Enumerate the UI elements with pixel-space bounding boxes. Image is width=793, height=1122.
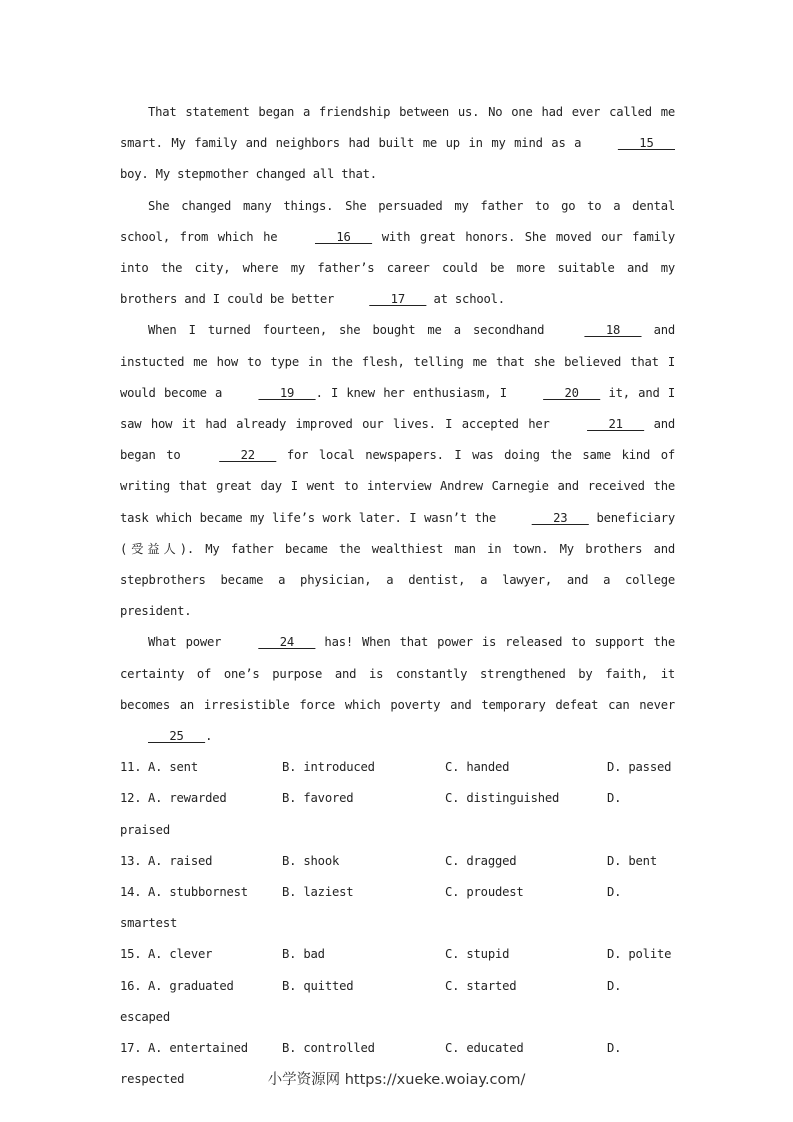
question-row — [120, 752, 675, 783]
question-row — [120, 939, 675, 970]
option-c: C. started — [445, 978, 517, 993]
passage-text: and instucted me how to type in the flesh, telling me that she believed that I would become a — [120, 323, 675, 400]
question-list — [120, 752, 675, 1095]
option-b: B. shook — [282, 853, 340, 868]
passage-text: When I turned fourteen, she bought me a secondhand — [148, 323, 557, 338]
passage-text: That statement began a friendship between us. No one had ever called me smart. My family and neighbors had built me up in my mind as a — [120, 105, 675, 151]
option-c: C. proudest — [445, 885, 524, 900]
option-b: B. favored — [282, 791, 354, 806]
passage-paragraph-3 — [120, 315, 675, 627]
option-d-text: smartest — [120, 916, 178, 931]
question-number: 13. — [120, 853, 142, 868]
passage-text: What power — [148, 635, 231, 650]
question-number: 16. — [120, 978, 142, 993]
question-row — [120, 846, 675, 877]
option-c: C. dragged — [445, 853, 517, 868]
blank-20: 20 — [543, 385, 601, 400]
option-a: A. stubbornest — [148, 885, 248, 900]
option-b: B. bad — [282, 947, 325, 962]
blank-24: 24 — [258, 635, 316, 650]
option-a: A. raised — [148, 853, 213, 868]
option-d: D. — [607, 978, 622, 993]
option-a: A. entertained — [148, 1041, 248, 1056]
passage-paragraph-2 — [120, 191, 675, 316]
blank-23: 23 — [531, 510, 589, 525]
document-body — [120, 97, 675, 1096]
footer-watermark: 小学资源网 https://xueke.woiay.com/ — [267, 1072, 526, 1088]
passage-paragraph-1 — [120, 97, 675, 191]
question-number: 12. — [120, 791, 142, 806]
question-number: 11. — [120, 760, 142, 775]
option-a: A. graduated — [148, 978, 234, 993]
option-c: C. handed — [445, 760, 510, 775]
passage-text: at school. — [426, 292, 505, 307]
passage-text: beneficiary (受益人). My father became the wealthiest man in town. My brothers and stepbrothers became a physician, a dentist, a lawyer, and a college president. — [120, 510, 675, 619]
blank-19: 19 — [258, 385, 316, 400]
option-d-text: respected — [120, 1072, 185, 1087]
option-d: D. bent — [607, 853, 657, 868]
blank-15: 15 — [617, 136, 675, 151]
option-d: D. — [607, 791, 622, 806]
passage-text: for local newspapers. I was doing the same kind of writing that great day I went to interview Andrew Carnegie and received the task which became my life’s work later. I wasn’t the — [120, 448, 675, 525]
passage-text: has! When that power is released to support the certainty of one’s purpose and is constantly strengthened by faith, it becomes an irresistible force which poverty and temporary defeat can never — [120, 635, 675, 712]
passage-text: . I knew her enthusiasm, I — [315, 385, 516, 400]
option-d-text: escaped — [120, 1009, 170, 1024]
passage-paragraph-4 — [120, 627, 675, 752]
blank-16: 16 — [314, 229, 373, 244]
option-d-text: praised — [120, 822, 170, 837]
passage-text: with great honors. She moved our family into the city, where my father’s career could be more suitable and my brothers and I could be better — [120, 229, 676, 307]
option-d: D. — [607, 1041, 622, 1056]
option-a: A. sent — [148, 760, 198, 775]
option-b: B. quitted — [282, 978, 354, 993]
question-number: 17. — [120, 1041, 142, 1056]
option-b: B. controlled — [282, 1041, 375, 1056]
option-c: C. stupid — [445, 947, 510, 962]
passage-text: it, and I saw how it had already improved our lives. I accepted her — [120, 385, 676, 432]
option-d: D. passed — [607, 760, 672, 775]
blank-21: 21 — [587, 417, 645, 432]
question-row — [120, 971, 675, 1033]
question-number: 14. — [120, 885, 142, 900]
blank-22: 22 — [219, 448, 277, 463]
blank-18: 18 — [584, 323, 642, 338]
option-b: B. laziest — [282, 885, 354, 900]
option-a: A. rewarded — [148, 791, 227, 806]
question-row — [120, 877, 675, 939]
blank-17: 17 — [369, 292, 427, 307]
passage-text: and began to — [120, 417, 675, 463]
passage-text: She changed many things. She persuaded my father to go to a dental school, from which he — [120, 198, 675, 244]
option-b: B. introduced — [282, 760, 375, 775]
question-row — [120, 783, 675, 845]
option-d: D. — [607, 885, 622, 900]
question-number: 15. — [120, 947, 142, 962]
option-c: C. distinguished — [445, 791, 560, 806]
passage-text: . — [205, 729, 213, 744]
blank-25: 25 — [148, 729, 206, 744]
option-c: C. educated — [445, 1041, 524, 1056]
passage-text: boy. My stepmother changed all that. — [120, 167, 377, 182]
option-a: A. clever — [148, 947, 213, 962]
option-d: D. polite — [607, 947, 672, 962]
